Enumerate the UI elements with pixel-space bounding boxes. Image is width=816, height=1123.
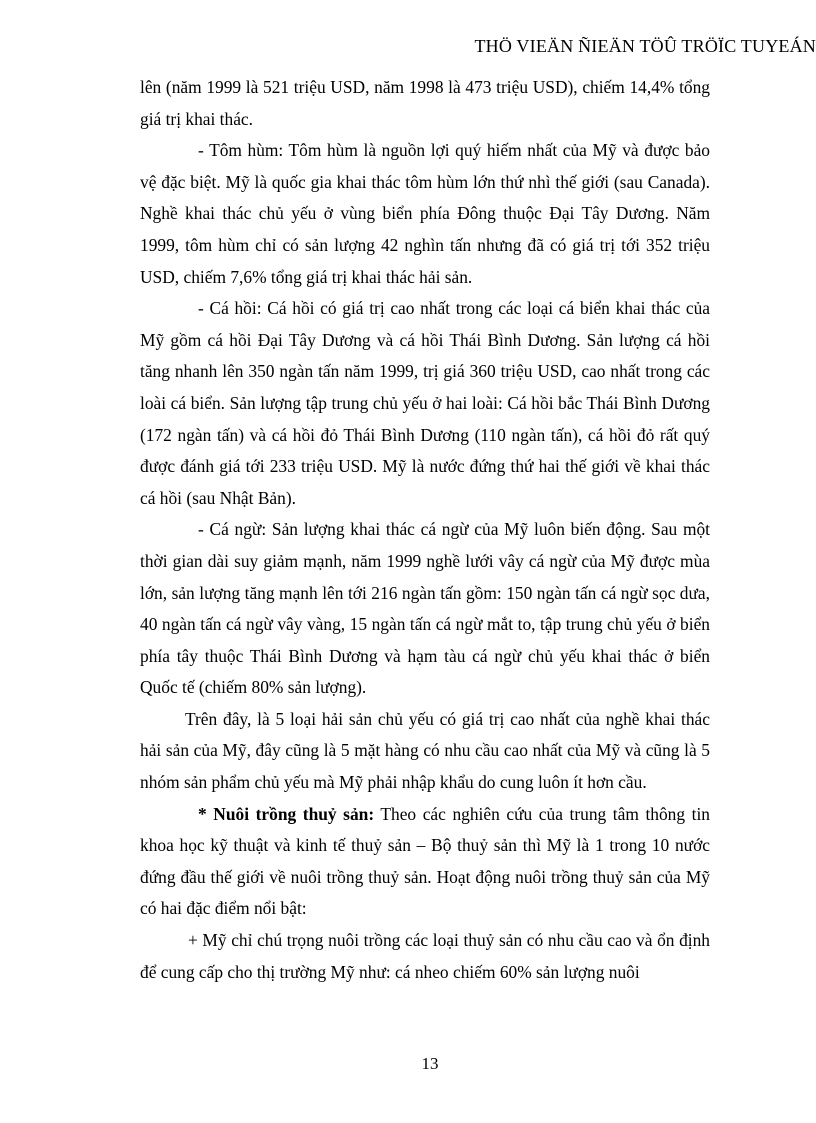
paragraph-continued: lên (năm 1999 là 521 triệu USD, năm 1998 là 473 triệu USD), chiếm 14,4% tổng giá trị khai thác.: [140, 77, 710, 129]
paragraph-aquaculture-point-1: + Mỹ chỉ chú trọng nuôi trồng các loại thuỷ sản có nhu cầu cao và ổn định để cung cấp cho thị trường Mỹ như: cá nheo chiếm 60% sản lượng nuôi: [140, 930, 710, 982]
page-header: THÖ VIEÄN ÑIEÄN TÖÛ TRÖÏC TUYEÁN: [474, 36, 816, 56]
aquaculture-text: Theo các nghiên cứu của trung tâm thông tin khoa học kỹ thuật và kinh tế thuỷ sản – Bộ thuỷ sản thì Mỹ là 1 trong 10 nước đứng đầu thế giới về nuôi trồng thuỷ sản. Hoạt động nuôi trồng thuỷ sản của Mỹ có hai đặc điểm nổi bật:: [140, 803, 710, 919]
paragraph-summary: Trên đây, là 5 loại hải sản chủ yếu có giá trị cao nhất của nghề khai thác hải sản của Mỹ, đây cũng là 5 mặt hàng có nhu cầu cao nhất của Mỹ và cũng là 5 nhóm sản phẩm chủ yếu mà Mỹ phải nhập khẩu do cung luôn ít hơn cầu.: [140, 708, 710, 793]
document-body: [140, 72, 710, 988]
aquaculture-heading: * Nuôi trồng thuỷ sản:: [198, 803, 375, 824]
paragraph-tuna: - Cá ngừ: Sản lượng khai thác cá ngừ của Mỹ luôn biến động. Sau một thời gian dài suy giảm mạnh, năm 1999 nghề lưới vây cá ngừ của Mỹ được mùa lớn, sản lượng tăng mạnh lên tới 216 ngàn tấn gồm: 150 ngàn tấn cá ngừ sọc dưa, 40 ngàn tấn cá ngừ vây vàng, 15 ngàn tấn cá ngừ mắt to, tập trung chủ yếu ở biển phía tây thuộc Thái Bình Dương và hạm tàu cá ngừ chủ yếu khai thác ở biển Quốc tế (chiếm 80% sản lượng).: [140, 519, 710, 698]
paragraph-lobster: - Tôm hùm: Tôm hùm là nguồn lợi quý hiếm nhất của Mỹ và được bảo vệ đặc biệt. Mỹ là quốc gia khai thác tôm hùm lớn thứ nhì thế giới (sau Canada). Nghề khai thác chủ yếu ở vùng biển phía Đông thuộc Đại Tây Dương. Năm 1999, tôm hùm chỉ có sản lượng 42 nghìn tấn nhưng đã có giá trị tới 352 triệu USD, chiếm 7,6% tổng giá trị khai thác hải sản.: [140, 140, 710, 287]
paragraph-salmon: - Cá hồi: Cá hồi có giá trị cao nhất trong các loại cá biển khai thác của Mỹ gồm cá hồi Đại Tây Dương và cá hồi Thái Bình Dương. Sản lượng cá hồi tăng nhanh lên 350 ngàn tấn năm 1999, trị giá 360 triệu USD, cao nhất trong các loài cá biển. Sản lượng tập trung chủ yếu ở hai loài: Cá hồi bắc Thái Bình Dương (172 ngàn tấn) và cá hồi đỏ Thái Bình Dương (110 ngàn tấn), cá hồi đỏ rất quý được đánh giá tới 233 triệu USD. Mỹ là nước đứng thứ hai thế giới về khai thác cá hồi (sau Nhật Bản).: [140, 298, 710, 508]
paragraph-aquaculture: [140, 799, 710, 925]
page-number: 13: [421, 1054, 439, 1073]
